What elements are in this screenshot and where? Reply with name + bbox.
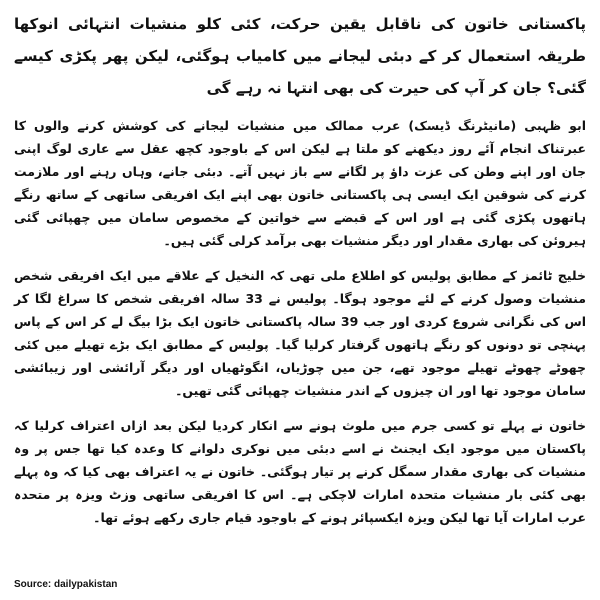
article-paragraph-1: ابو ظہبی (مانیٹرنگ ڈیسک) عرب ممالک میں منشیات لیجانے کی کوشش کرنے والوں کا عبرتناک انجام آئے روز دیکھنے کو ملتا ہے لیکن اس کے باوجود کچھ عقل سے عاری لوگ اپنی جان اور اپنے وطن کی عزت داؤ پر لگانے سے باز نہیں آتے۔ دبئی جانے، وہاں رہنے اور ملازمت کرنے کی شوقین ایک ایسی ہی پاکستانی خاتون بھی اپنے ایک افریقی ساتھی کے ساتھ رنگے ہاتھوں پکڑی گئی ہے اور اس کے قبضے سے خواتین کے مخصوص سامان میں چھپائی گئی ہیروئن کی بھاری مقدار اور دیگر منشیات بھی برآمد کرلی گئی ہیں۔ [14, 118, 586, 248]
article-paragraph-2: خلیج ٹائمز کے مطابق پولیس کو اطلاع ملی تھی کہ النخیل کے علاقے میں ایک افریقی شخص منشیات وصول کرنے کے لئے موجود ہوگا۔ پولیس نے 33 سالہ افریقی شخص کا سراغ لگا کر اس کی نگرانی شروع کردی اور جب 39 سالہ پاکستانی خاتون ایک بڑا بیگ لے کر اس کے پاس پہنچی تو دونوں کو رنگے ہاتھوں گرفتار کرلیا گیا۔ پولیس کے مطابق ایک بڑے تھیلے میں کئی چھوٹے چھوٹے تھیلے موجود تھے، جن میں چوڑیاں، انگوٹھیاں اور دیگر آرائشی اور زیبائشی سامان موجود تھا اور ان چیزوں کے اندر منشیات چھپائی گئی تھیں۔ [14, 268, 586, 398]
article-headline: پاکستانی خاتون کی ناقابل یقین حرکت، کئی کلو منشیات انتہائی انوکھا طریقہ استعمال کر کے دبئی لیجانے میں کامیاب ہوگئی، لیکن پھر پکڑی کیسے گئی؟ جان کر آپ کی حیرت کی بھی انتہا نہ رہے گی [14, 15, 586, 97]
article-paragraph-3: خاتون نے پہلے تو کسی جرم میں ملوث ہونے سے انکار کردیا لیکن بعد ازاں اعتراف کرلیا کہ پاکستان میں موجود ایک ایجنٹ نے اسے دبئی میں نوکری دلوانے کا وعدہ کیا تھا جس پر وہ منشیات کی بھاری مقدار سمگل کرنے پر تیار ہوگئی۔ خاتون نے یہ اعتراف بھی کیا کہ وہ پہلے بھی کئی بار منشیات متحدہ امارات لاچکی ہے۔ اس کا افریقی ساتھی وزٹ ویزہ پر متحدہ عرب امارات آیا تھا لیکن ویزہ ایکسپائر ہونے کے باوجود قیام جاری رکھے ہوئے تھا۔ [14, 418, 586, 525]
source-credit: Source: dailypakistan [14, 579, 118, 590]
